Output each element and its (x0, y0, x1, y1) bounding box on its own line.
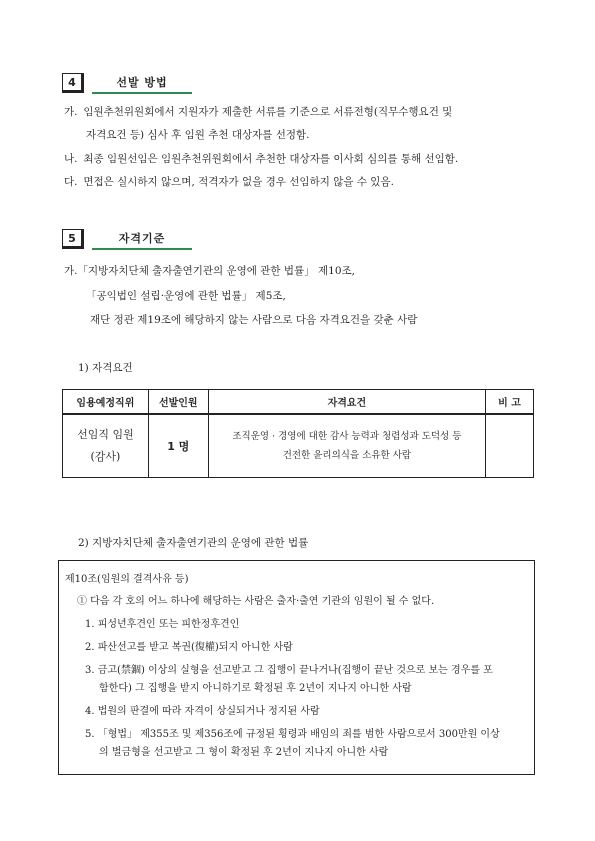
col-header-note: 비 고 (486, 390, 534, 415)
section-5-header (62, 228, 192, 250)
table-row (63, 414, 534, 478)
section-4-item-na (64, 152, 544, 166)
list-item-continuation: 함한다) 그 집행을 받지 아니하기로 확정된 후 2년이 지나지 아니한 사람 (99, 683, 412, 694)
requirement-line1: 조직운영 · 경영에 대한 감사 능력과 청렴성과 도덕성 등 (232, 431, 462, 442)
cell-requirement (208, 414, 485, 478)
cell-note (486, 414, 534, 478)
item-label: 다. (64, 176, 78, 188)
section-title: 자격기준 (92, 228, 192, 250)
law-line-2: 「공익법인 설립·운영에 관한 법률」 제5조, (86, 290, 286, 302)
requirement-line2: 건전한 윤리의식을 소유한 사람 (282, 450, 412, 461)
list-item: 5. 「형법」 제355조 및 제356조에 규정된 횡령과 배임의 죄를 범한 사람으로서 300만원 이상 (85, 729, 500, 740)
item-text-line1: 최종 임원선임은 임원추천위원회에서 추천한 대상자를 이사회 심의를 통해 선임함. (83, 153, 459, 165)
item-label: 가. (64, 265, 78, 277)
col-header-requirement: 자격요건 (208, 390, 485, 415)
list-item: 3. 금고(禁錮) 이상의 실형을 선고받고 그 집행이 끝나거나(집행이 끝난 것으로 보는 경우를 포 (85, 665, 493, 676)
article-title: 제10조(임원의 결격사유 등) (65, 574, 189, 585)
section-5-item-ga (64, 264, 544, 278)
position-title: 선임직 임원 (77, 428, 134, 441)
section-4-item-ga (64, 105, 544, 142)
list-item: 2. 파산선고를 받고 복권(復權)되지 아니한 사람 (85, 642, 293, 653)
table-header-row (63, 390, 534, 415)
list-item: 4. 법원의 판결에 따라 자격이 상실되거나 정지된 사람 (85, 706, 320, 717)
section-number: 4 (62, 73, 84, 93)
item-text-line1: 면접은 실시하지 않으며, 적격자가 없을 경우 선임하지 않을 수 있음. (83, 176, 394, 188)
law-line-3: 재단 정관 제19조에 해당하지 않는 사람으로 다음 자격요건을 갖춘 사람 (90, 314, 418, 326)
subsection-1-heading: 1) 자격요건 (78, 362, 133, 374)
cell-position (63, 414, 149, 478)
item-label: 나. (64, 153, 78, 165)
law-line-1: 「지방자치단체 출자출연기관의 운영에 관한 법률」 제10조, (77, 265, 356, 277)
item-label: 가. (64, 106, 78, 118)
list-item-continuation: 의 벌금형을 선고받고 그 형이 확정된 후 2년이 지나지 아니한 사람 (99, 747, 389, 758)
subsection-2-heading: 2) 지방자치단체 출자출연기관의 운영에 관한 법률 (78, 537, 309, 549)
position-subtitle: (감사) (90, 450, 121, 463)
section-number: 5 (62, 229, 84, 249)
section-title: 선발 방법 (92, 72, 192, 94)
item-text-line1: 임원추천위원회에서 지원자가 제출한 서류를 기준으로 서류전형(직무수행요건 및 (83, 106, 453, 118)
law-excerpt-box (58, 560, 535, 775)
qualification-table (62, 389, 534, 478)
col-header-count: 선발인원 (148, 390, 208, 415)
item-text-line2: 자격요건 등) 심사 후 임원 추천 대상자를 선정함. (86, 129, 310, 141)
list-item: 1. 피성년후견인 또는 피한정후견인 (85, 619, 240, 630)
col-header-position: 임용예정직위 (63, 390, 149, 415)
cell-count: 1 명 (148, 414, 208, 478)
section-4-header (62, 72, 192, 94)
section-4-item-da (64, 175, 544, 189)
clause-text: ① 다음 각 호의 어느 하나에 해당하는 사람은 출자·출연 기관의 임원이 될 수 없다. (77, 596, 435, 607)
